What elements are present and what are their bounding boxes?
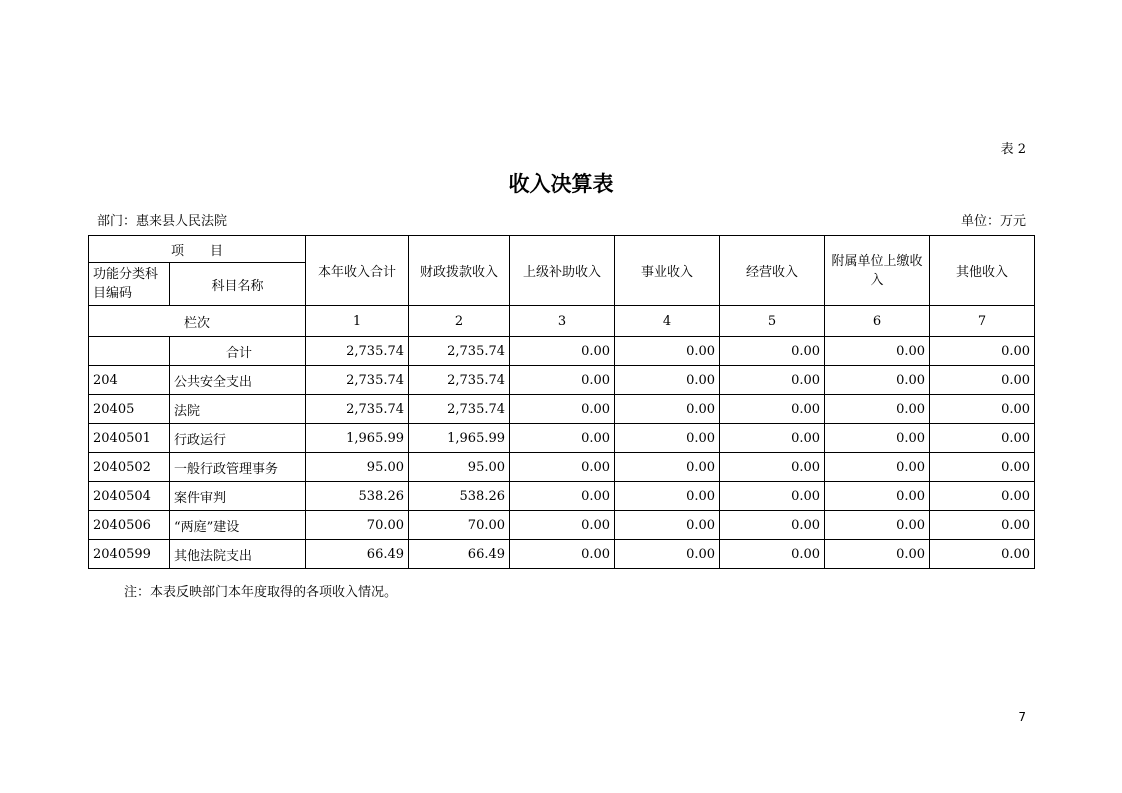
table-note: 注：本表反映部门本年度取得的各项收入情况。 [124,585,398,600]
table-row [89,424,1035,453]
row-superior: 0.00 [510,511,615,540]
row-total: 66.49 [306,540,409,569]
row-operating: 0.00 [720,540,825,569]
row-fiscal: 70.00 [409,511,510,540]
row-code: 2040501 [89,424,170,453]
department-label: 部门：惠来县人民法院 [97,214,228,229]
income-table [88,235,1035,569]
row-affiliated: 0.00 [825,366,930,395]
header-total: 本年收入合计 [306,236,409,306]
row-code: 20405 [89,395,170,424]
row-total: 2,735.74 [306,337,409,366]
row-affiliated: 0.00 [825,511,930,540]
header-row-1 [89,236,1035,263]
row-operating: 0.00 [720,366,825,395]
header-item: 项 目 [89,236,306,263]
row-name: 案件审判 [170,482,306,511]
row-code [89,337,170,366]
table-number: 表 2 [1000,142,1026,157]
column-index-5: 5 [720,306,825,337]
row-code: 204 [89,366,170,395]
row-code: 2040506 [89,511,170,540]
row-other: 0.00 [930,424,1035,453]
header-business: 事业收入 [615,236,720,306]
row-superior: 0.00 [510,540,615,569]
row-fiscal: 2,735.74 [409,366,510,395]
row-name: “两庭”建设 [170,511,306,540]
table-row [89,366,1035,395]
row-other: 0.00 [930,540,1035,569]
column-index-label: 栏次 [89,306,306,337]
table-row [89,395,1035,424]
row-operating: 0.00 [720,482,825,511]
row-code: 2040502 [89,453,170,482]
header-subject-name: 科目名称 [170,263,306,306]
row-operating: 0.00 [720,424,825,453]
row-operating: 0.00 [720,337,825,366]
header-superior: 上级补助收入 [510,236,615,306]
column-index-row [89,306,1035,337]
row-business: 0.00 [615,482,720,511]
row-code: 2040599 [89,540,170,569]
row-operating: 0.00 [720,453,825,482]
row-superior: 0.00 [510,366,615,395]
header-other: 其他收入 [930,236,1035,306]
row-superior: 0.00 [510,482,615,511]
table-row [89,540,1035,569]
page-number: 7 [1018,710,1026,724]
row-fiscal: 1,965.99 [409,424,510,453]
row-other: 0.00 [930,453,1035,482]
row-code: 2040504 [89,482,170,511]
row-affiliated: 0.00 [825,482,930,511]
row-fiscal: 66.49 [409,540,510,569]
table-row [89,453,1035,482]
row-affiliated: 0.00 [825,337,930,366]
row-name: 公共安全支出 [170,366,306,395]
row-superior: 0.00 [510,395,615,424]
column-index-6: 6 [825,306,930,337]
column-index-4: 4 [615,306,720,337]
row-operating: 0.00 [720,511,825,540]
row-name: 法院 [170,395,306,424]
row-affiliated: 0.00 [825,424,930,453]
header-fiscal: 财政拨款收入 [409,236,510,306]
row-fiscal: 95.00 [409,453,510,482]
row-total: 1,965.99 [306,424,409,453]
row-business: 0.00 [615,337,720,366]
row-name: 合计 [170,337,306,366]
row-business: 0.00 [615,366,720,395]
row-business: 0.00 [615,424,720,453]
row-total: 95.00 [306,453,409,482]
row-superior: 0.00 [510,453,615,482]
row-total: 2,735.74 [306,395,409,424]
page-title: 收入决算表 [508,172,614,196]
row-operating: 0.00 [720,395,825,424]
row-business: 0.00 [615,540,720,569]
row-fiscal: 2,735.74 [409,337,510,366]
row-name: 行政运行 [170,424,306,453]
header-func-code: 功能分类科目编码 [89,263,170,306]
row-affiliated: 0.00 [825,453,930,482]
row-business: 0.00 [615,395,720,424]
row-total: 2,735.74 [306,366,409,395]
header-affiliated: 附属单位上缴收入 [825,236,930,306]
row-affiliated: 0.00 [825,540,930,569]
column-index-7: 7 [930,306,1035,337]
row-other: 0.00 [930,366,1035,395]
column-index-3: 3 [510,306,615,337]
row-other: 0.00 [930,511,1035,540]
row-other: 0.00 [930,395,1035,424]
row-other: 0.00 [930,337,1035,366]
table-row [89,482,1035,511]
row-superior: 0.00 [510,424,615,453]
row-business: 0.00 [615,453,720,482]
row-name: 其他法院支出 [170,540,306,569]
row-fiscal: 2,735.74 [409,395,510,424]
header-operating: 经营收入 [720,236,825,306]
unit-label: 单位：万元 [960,214,1026,229]
row-affiliated: 0.00 [825,395,930,424]
row-fiscal: 538.26 [409,482,510,511]
row-total: 70.00 [306,511,409,540]
column-index-2: 2 [409,306,510,337]
table-row [89,511,1035,540]
column-index-1: 1 [306,306,409,337]
row-business: 0.00 [615,511,720,540]
table-row [89,337,1035,366]
row-other: 0.00 [930,482,1035,511]
row-name: 一般行政管理事务 [170,453,306,482]
row-total: 538.26 [306,482,409,511]
row-superior: 0.00 [510,337,615,366]
